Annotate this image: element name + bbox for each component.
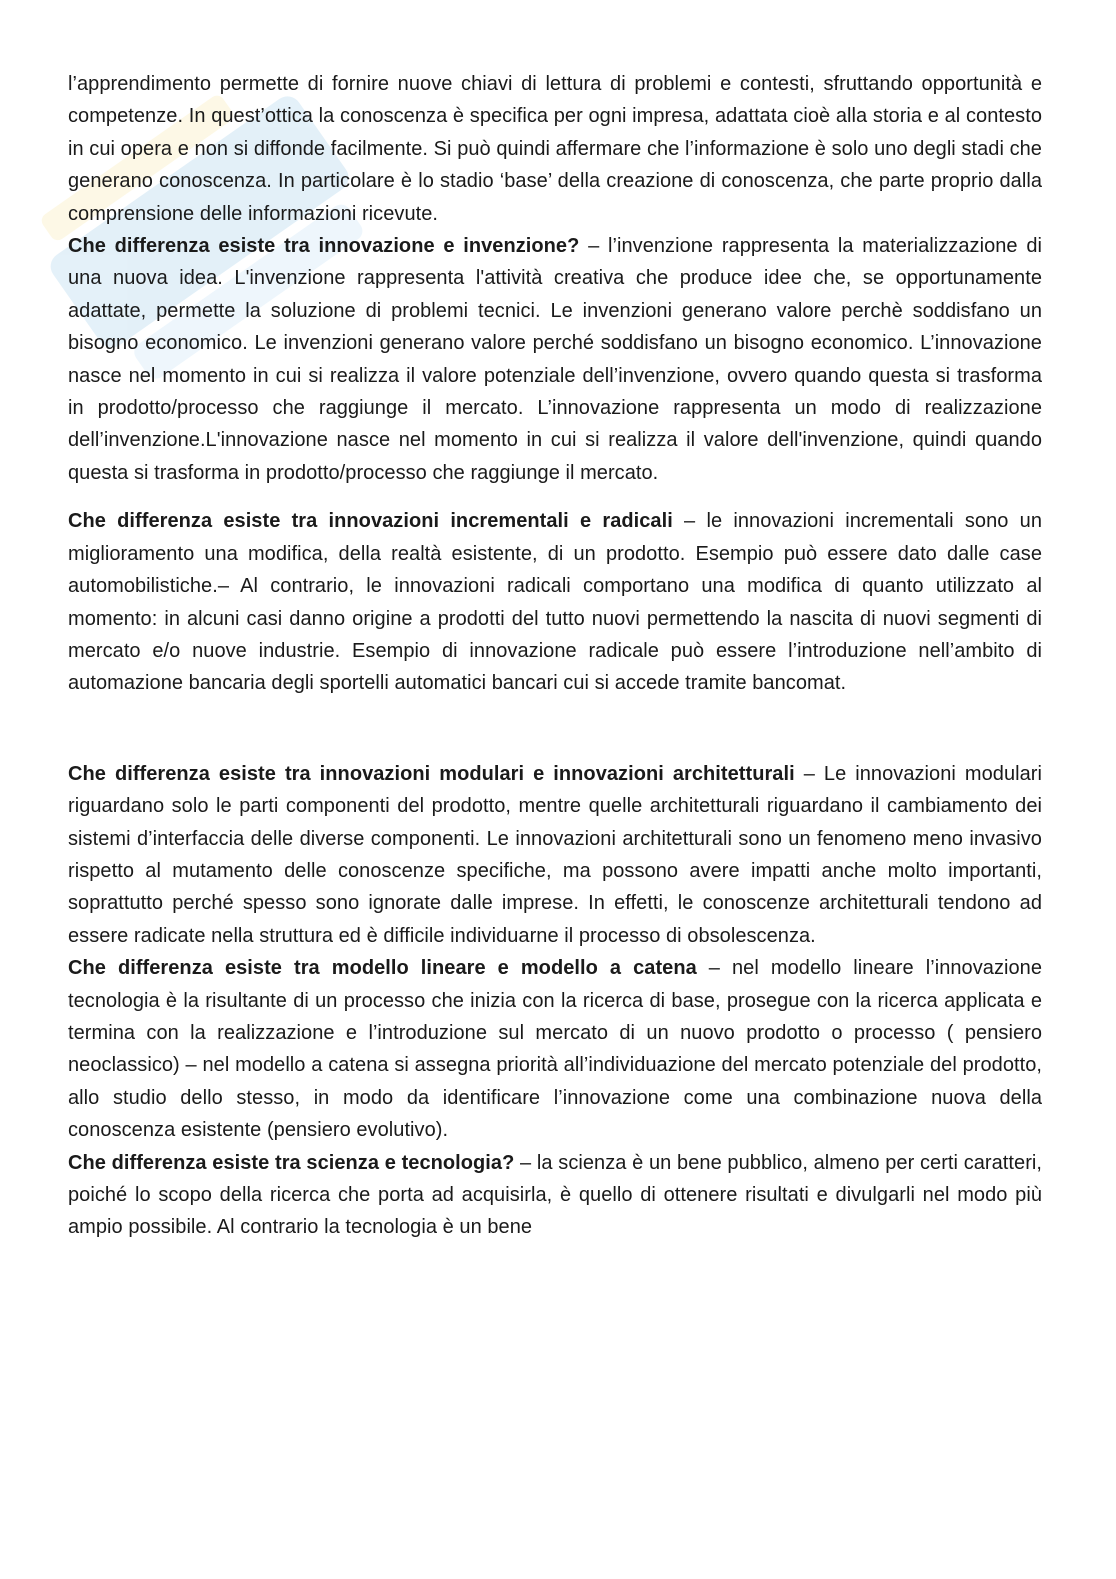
paragraph-intro-text: l’apprendimento permette di fornire nuove chiavi di lettura di problemi e contesti, sfruttando opportunità e competenze. In quest’ottica la conoscenza è specifica per ogni impresa, adattata cioè alla storia e al contesto in cui opera e non si diffonde facilmente. Si può quindi affermare che l’informazione è solo uno degli stadi che generano conoscenza. In particolare è lo stadio ‘base’ della creazione di conoscenza, che parte proprio dalla comprensione delle informazioni ricevute. [68, 73, 1042, 225]
paragraph-incrementali-radicali [68, 505, 1042, 699]
paragraph-intro [68, 68, 1042, 230]
question-heading: Che differenza esiste tra scienza e tecnologia? [68, 1151, 515, 1174]
answer-text: – nel modello lineare l’innovazione tecnologia è la risultante di un processo che inizia con la ricerca di base, prosegue con la ricerca applicata e termina con la realizzazione e l’introduzione sul mercato di un nuovo prodotto o processo ( pensiero neoclassico) – nel modello a catena si assegna priorità all’individuazione del mercato potenziale del prodotto, allo studio dello stesso, in modo da identificare l’innovazione come una combinazione nuova della conoscenza esistente (pensiero evolutivo). [68, 957, 1042, 1142]
question-heading: Che differenza esiste tra innovazione e invenzione? [68, 235, 580, 258]
answer-text: – le innovazioni incrementali sono un miglioramento una modifica, della realtà esistente, di un prodotto. Esempio può essere dato dalle case automobilistiche.– Al contrario, le innovazioni radicali comportano una modifica di quanto utilizzato al momento: in alcuni casi danno origine a prodotti del tutto nuovi permettendo la nascita di nuovi segmenti di mercato e/o nuove industrie. Esempio di innovazione radicale può essere l’introduzione nell’ambito di automazione bancaria degli sportelli automatici bancari cui si accede tramite bancomat. [68, 510, 1042, 695]
answer-text: – Le innovazioni modulari riguardano solo le parti componenti del prodotto, mentre quelle architetturali riguardano il cambiamento dei sistemi d’interfaccia delle diverse componenti. Le innovazioni architetturali sono un fenomeno meno invasivo rispetto al mutamento delle conoscenze specifiche, ma possono avere impatti anche molto importanti, soprattutto perché spesso sono ignorate dalle imprese. In effetti, le conoscenze architetturali tendono ad essere radicate nella struttura ed è difficile individuarne il processo di obsolescenza. [68, 762, 1042, 947]
paragraph-modulari-architetturali [68, 758, 1042, 952]
paragraph-lineare-catena [68, 952, 1042, 1146]
document-page [68, 68, 1042, 1558]
question-heading: Che differenza esiste tra innovazioni modulari e innovazioni architetturali [68, 762, 795, 785]
question-heading: Che differenza esiste tra innovazioni incrementali e radicali [68, 510, 673, 533]
question-heading: Che differenza esiste tra modello lineare e modello a catena [68, 957, 697, 980]
answer-text: – la scienza è un bene pubblico, almeno per certi caratteri, poiché lo scopo della ricerca che porta ad acquisirla, è quello di ottenere risultati e divulgarli nel modo più ampio possibile. Al contrario la tecnologia è un bene [68, 1151, 1042, 1239]
answer-text: – l’invenzione rappresenta la materializzazione di una nuova idea. L'invenzione rappresenta l'attività creativa che produce idee che, se opportunamente adattate, permette la soluzione di problemi tecnici. Le invenzioni generano valore perchè soddisfano un bisogno economico. Le invenzioni generano valore perché soddisfano un bisogno economico. L’innovazione nasce nel momento in cui si realizza il valore potenziale dell’invenzione, ovvero quando questa si trasforma in prodotto/processo che raggiunge il mercato. L’innovazione rappresenta un modo di realizzazione dell’invenzione.L'innovazione nasce nel momento in cui si realizza il valore dell'invenzione, quindi quando questa si trasforma in prodotto/processo che raggiunge il mercato. [68, 235, 1042, 484]
paragraph-scienza-tecnologia [68, 1147, 1042, 1244]
paragraph-innovazione-invenzione [68, 230, 1042, 489]
